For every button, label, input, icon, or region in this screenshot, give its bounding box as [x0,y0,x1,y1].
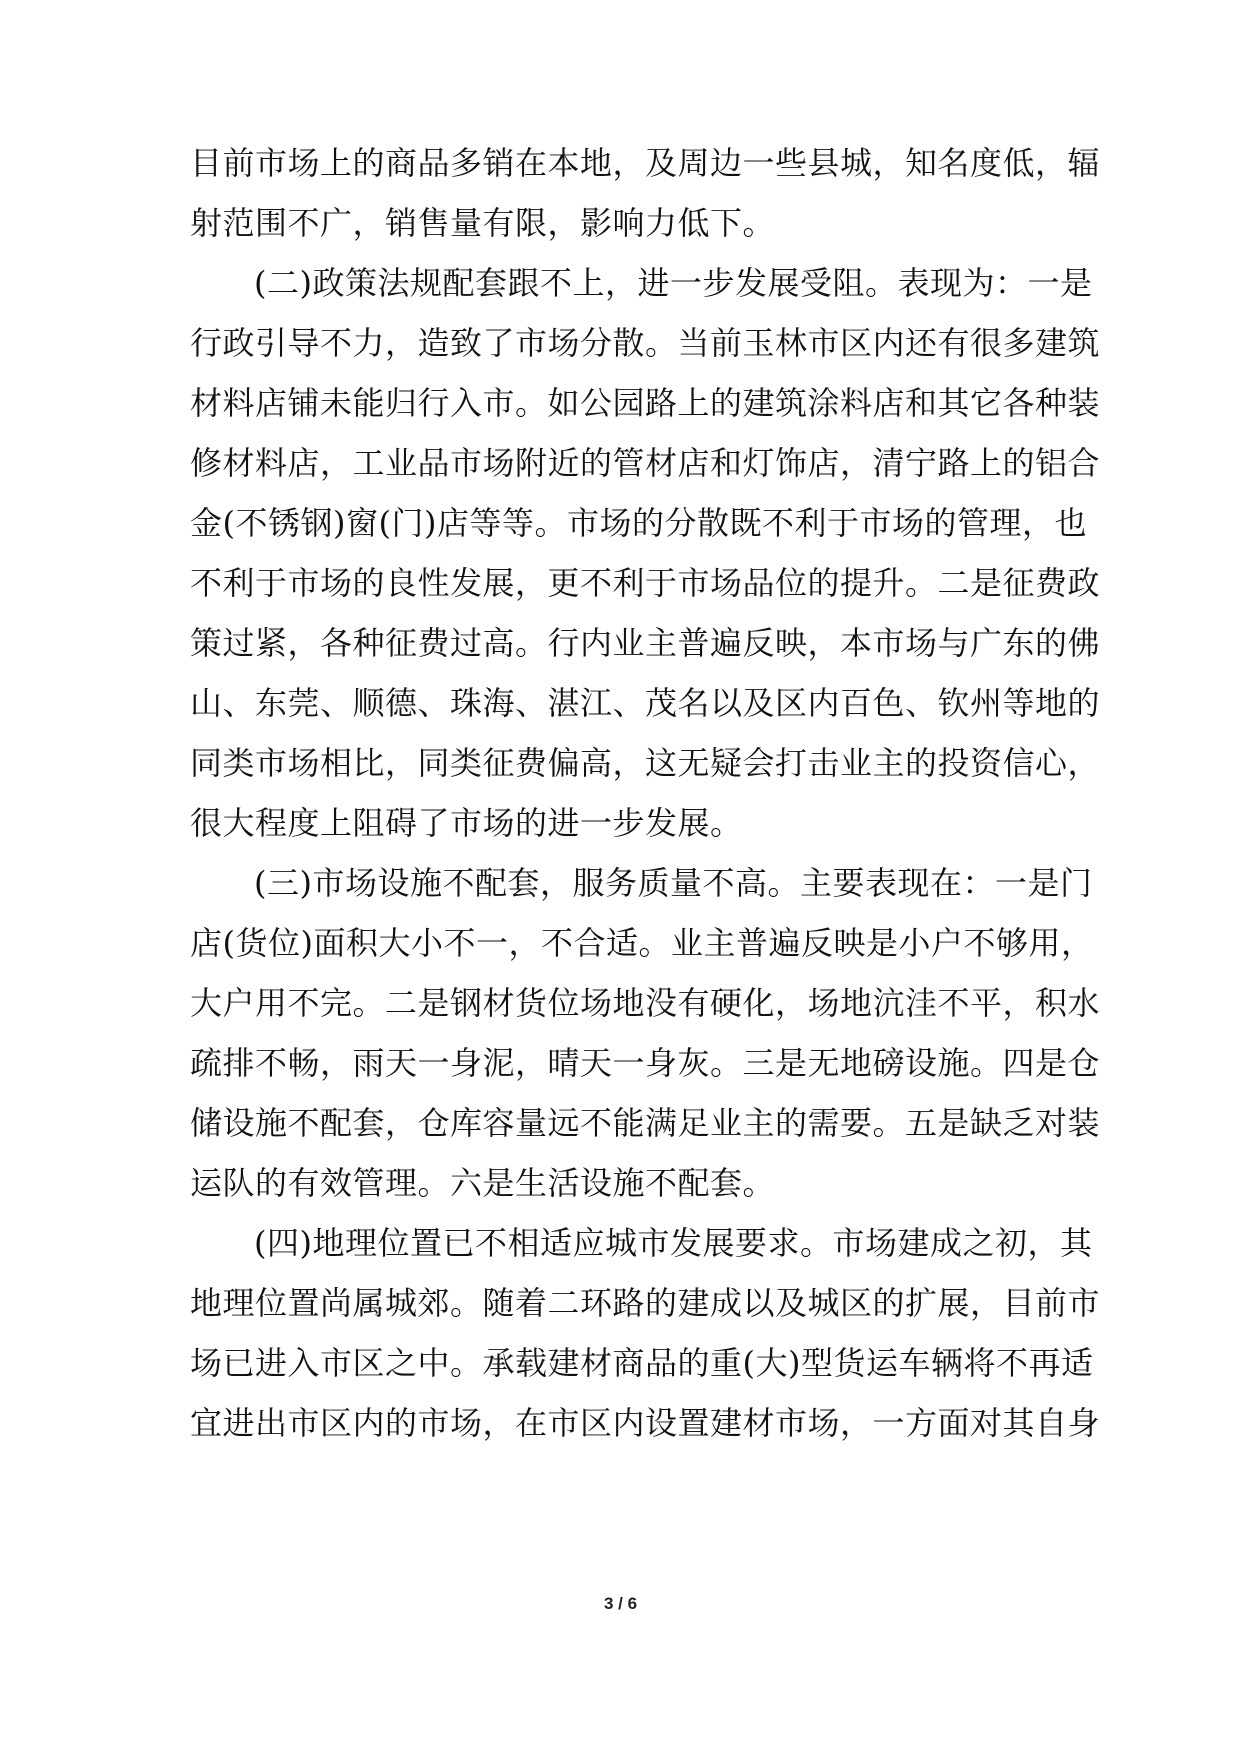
paragraph-start-line: (二)政策法规配套跟不上，进一步发展受阻。表现为：一是 [254,264,1093,302]
paragraph-start-line: (四)地理位置已不相适应城市发展要求。市场建成之初，其 [254,1224,1093,1262]
body-line: 不利于市场的良性发展，更不利于市场品位的提升。二是征费政 [190,564,1101,602]
body-line: 同类市场相比，同类征费偏高，这无疑会打击业主的投资信心， [190,744,1101,782]
page-number: 3 / 6 [603,1594,638,1613]
body-line: 修材料店，工业品市场附近的管材店和灯饰店，清宁路上的铝合 [190,444,1101,482]
paragraph-start-line: (三)市场设施不配套，服务质量不高。主要表现在：一是门 [254,864,1093,902]
body-line: 店(货位)面积大小不一，不合适。业主普遍反映是小户不够用， [190,924,1094,962]
body-line: 大户用不完。二是钢材货位场地没有硬化，场地沆洼不平，积水 [190,984,1101,1022]
body-line: 储设施不配套，仓库容量远不能满足业主的需要。五是缺乏对装 [190,1104,1101,1142]
body-line: 策过紧，各种征费过高。行内业主普遍反映，本市场与广东的佛 [190,624,1101,662]
body-line: 射范围不广，销售量有限，影响力低下。 [190,204,776,242]
body-line: 宜进出市区内的市场，在市区内设置建材市场，一方面对其自身 [190,1404,1101,1442]
body-line: 疏排不畅，雨天一身泥，晴天一身灰。三是无地磅设施。四是仓 [190,1044,1101,1082]
body-line: 场已进入市区之中。承载建材商品的重(大)型货运车辆将不再适 [190,1344,1094,1382]
body-line: 运队的有效管理。六是生活设施不配套。 [190,1164,776,1202]
body-line: 目前市场上的商品多销在本地，及周边一些县城，知名度低，辐 [190,144,1101,182]
body-line: 山、东莞、顺德、珠海、湛江、茂名以及区内百色、钦州等地的 [190,684,1101,722]
body-line: 金(不锈钢)窗(门)店等等。市场的分散既不利于市场的管理，也 [190,504,1087,542]
body-line: 材料店铺未能归行入市。如公园路上的建筑涂料店和其它各种装 [190,384,1101,422]
body-line: 地理位置尚属城郊。随着二环路的建成以及城区的扩展，目前市 [190,1284,1101,1322]
body-line: 行政引导不力，造致了市场分散。当前玉林市区内还有很多建筑 [190,324,1101,362]
body-line: 很大程度上阻碍了市场的进一步发展。 [190,804,743,842]
